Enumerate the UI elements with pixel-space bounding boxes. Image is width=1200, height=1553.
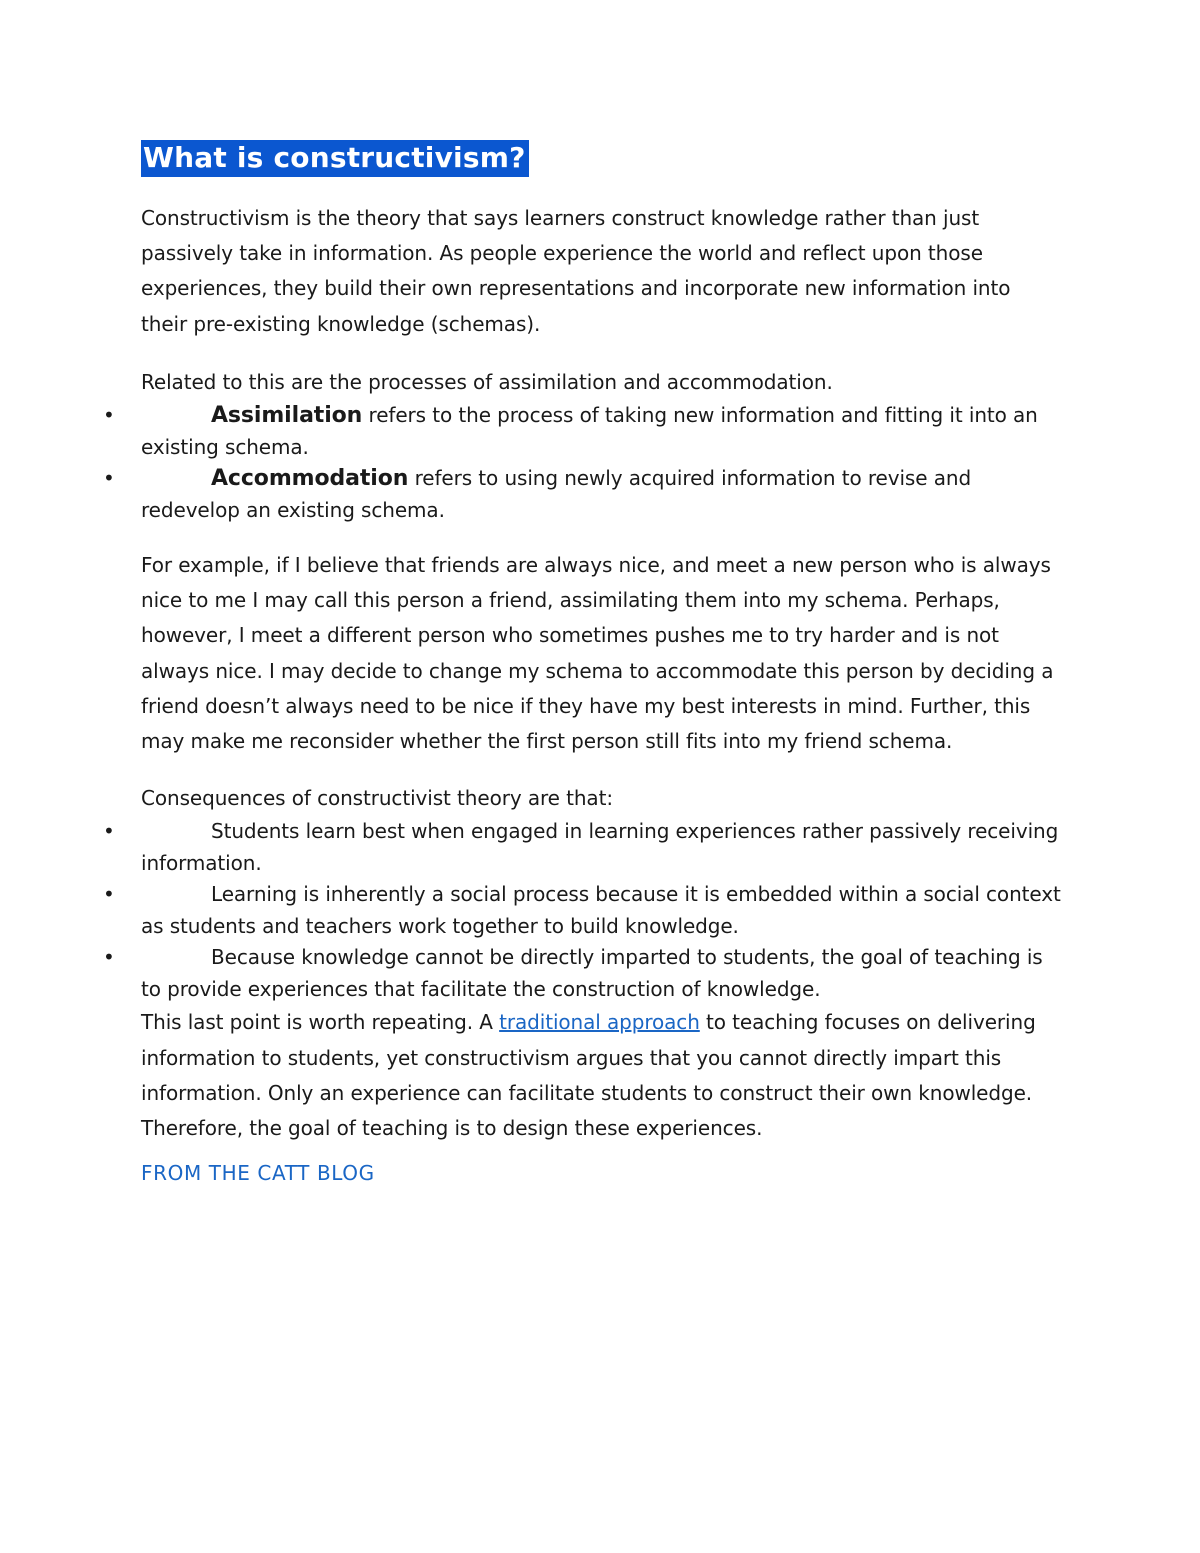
bullet-icon: • (103, 819, 115, 844)
consequence-text: Learning is inherently a social process because it is embedded within a social context as students and teachers work together to build knowledge. (141, 882, 1061, 938)
bullet-icon: • (103, 882, 115, 907)
bullet-icon: • (103, 466, 115, 491)
source-credit: FROM THE CATT BLOG (141, 1161, 375, 1186)
related-paragraph: Related to this are the processes of assimilation and accommodation. (141, 369, 833, 394)
consequences-intro: Consequences of constructivist theory are that: (141, 786, 613, 811)
consequences-list (103, 816, 1061, 1005)
consequence-text: Students learn best when engaged in learning experiences rather passively receiving information. (141, 819, 1059, 875)
page-title: What is constructivism? (141, 140, 529, 177)
bullet-icon: • (103, 945, 115, 970)
list-item (103, 879, 1061, 942)
consequence-text: Because knowledge cannot be directly imparted to students, the goal of teaching is to provide experiences that facilitate the construction of knowledge. (141, 945, 1043, 1001)
list-item (103, 816, 1061, 879)
bullet-icon: • (103, 403, 115, 428)
term-assimilation: Assimilation (211, 403, 363, 429)
document-page (103, 140, 1061, 1191)
intro-paragraph: Constructivism is the theory that says learners construct knowledge rather than just passively take in information. As people experience the world and reflect upon those experiences, they build their own representations and incorporate new information into their pre-existing knowledge (schemas). (141, 206, 1011, 336)
last-point-after: to teaching focuses on delivering information to students, yet constructivism argues that you cannot directly impart this information. Only an experience can facilitate students to construct their own knowledge. Therefore, the goal of teaching is to design these experiences. (141, 1010, 1036, 1141)
list-item (103, 463, 1061, 526)
example-paragraph: For example, if I believe that friends are always nice, and meet a new person who is always nice to me I may call this person a friend, assimilating them into my schema. Perhaps, however, I meet a different person who sometimes pushes me to try harder and is not always nice. I may decide to change my schema to accommodate this person by deciding a friend doesn’t always need to be nice if they have my best interests in mind. Further, this may make me reconsider whether the first person still fits into my friend schema. (141, 553, 1054, 754)
list-item (103, 400, 1061, 463)
last-point-before: This last point is worth repeating. A (141, 1010, 500, 1035)
term-accommodation: Accommodation (211, 466, 409, 492)
term-definition: refers to the process of taking new information and fitting it into an existing schema. (141, 403, 1038, 459)
term-definition: refers to using newly acquired information to revise and redevelop an existing schema. (141, 466, 972, 522)
process-list (103, 400, 1061, 526)
traditional-approach-link[interactable]: traditional approach (499, 1010, 700, 1035)
list-item (103, 942, 1061, 1005)
last-point-paragraph (141, 1005, 1061, 1146)
